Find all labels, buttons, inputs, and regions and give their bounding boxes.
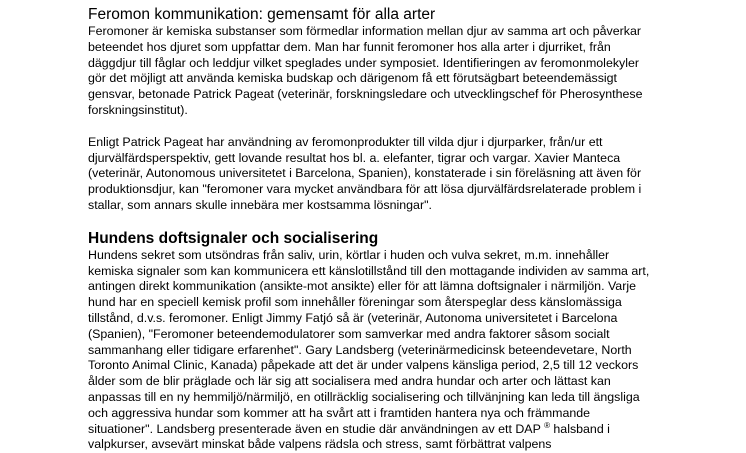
paragraph-pheromone-intro [88,24,738,119]
text-line: valpkurser, avsevärt minskat både valpens rädsla och stress, samt förbättrat valpens [88,437,552,452]
text-line: Toronto Animal Clinic, Kanada) påpekade att det är under valpens känsliga period, 2,5 till 12 veckors [88,358,639,373]
text-line: djurvälfärdsperspektiv, gett lovande resultat hos bl. a. elefanter, tigrar och vargar. Xavier Manteca [88,150,621,165]
text-line: och aggressiva hundar som kommer att ha svårt att i framtiden hantera nya och främmande [88,405,591,420]
text-line: sammanhang eller tidigare erfarenhet". Gary Landsberg (veterinärmedicinsk beteendevetare, North [88,342,632,357]
text-fragment: situationer". Landsberg presenterade även en studie där användningen av ett DAP [88,421,541,436]
section-spacer [88,214,738,230]
text-line: produktionsdjur, kan "feromoner vara mycket användbara för att lösa djurvälfärdsrelaterade problem i [88,182,642,197]
text-line: Feromoner är kemiska substanser som förmedlar information mellan djur av samma art och påverkar [88,24,641,38]
paragraph-spacer [88,119,738,135]
text-line: beteendet hos djuret som uppfattar dem. Man har funnit feromoner hos alla arter i djurriket, från [88,39,611,54]
text-line: gensvar, betonade Patrick Pageat (veterinär, forskningsledare och utvecklingschef för Pherosynthese [88,87,643,102]
paragraph-dog-socialisation [88,248,738,453]
text-line: Enligt Patrick Pageat har användning av feromonprodukter till vilda djur i djurparker, från/ur ett [88,134,603,149]
text-line: anpassas till en ny hemmiljö/närmiljö, en otillräcklig socialisering och tillvänjning kan leda till ängsliga [88,389,640,404]
text-line: forskningsinstitut). [88,102,188,117]
section-heading-pheromone-communication: Feromon kommunikation: gemensamt för alla arter [88,6,436,23]
text-line: hund har en speciell kemisk profil som innehåller föreningar som återspeglar dess känslomässiga [88,295,622,310]
text-line: antingen direkt kommunikation (ansikte-mot ansikte) eller för att lämna doftsignaler i närmiljön. Varje [88,279,636,294]
text-line: stallar, som annars skulle innebära mer kostsamma lösningar". [88,197,432,212]
text-fragment: halsband i [549,421,610,436]
text-line: Hundens sekret som utsöndras från saliv, urin, körtlar i huden och vulva sekret, m.m. innehåller [88,247,610,262]
registered-trademark-mark: ® [544,420,550,430]
text-line: tillstånd, d.v.s. feromoner. Enligt Jimmy Fatjó så är (veterinär, Autonoma universitetet i Barcelona [88,310,618,325]
section-heading-dog-scent-signals: Hundens doftsignaler och socialisering [88,229,379,247]
text-line: (veterinär, Autonomous universitetet i Barcelona, Spanien), konstaterade i sin föreläsning att även för [88,166,642,181]
text-line: kemiska signaler som kan kommunicera ett känslotillstånd till den mottagande individen av samma art, [88,263,650,278]
text-line: (Spanien), "Feromoner beteendemodulatorer som samverkar med andra faktorer såsom socialt [88,326,610,341]
text-line-dap [88,422,738,438]
text-line: gör det möjligt att använda kemiska budskap och därigenom få ett förutsägbart beteendemässigt [88,71,617,86]
document-page [88,6,738,453]
text-line: däggdjur till fåglar och leddjur vilket speglades under symposiet. Identifieringen av feromonmolekyler [88,55,639,70]
text-line: ålder som de blir präglade och lär sig att socialisera med andra hundar och arter och lättast kan [88,374,611,389]
paragraph-pheromone-zoo [88,135,738,214]
